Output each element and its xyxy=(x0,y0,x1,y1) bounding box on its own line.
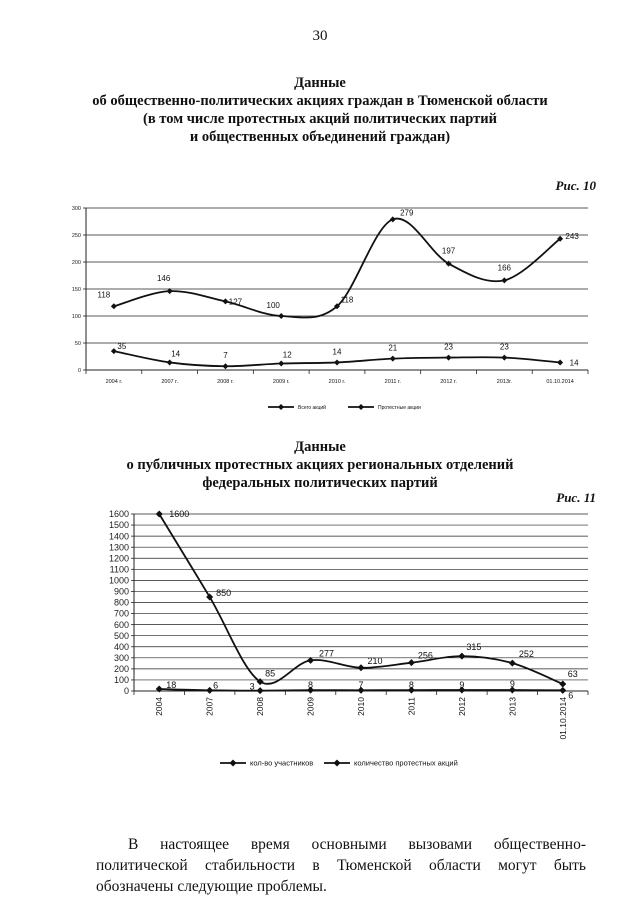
x-tick-label: 01.10.2014 xyxy=(557,697,568,740)
heading-line: федеральных политических партий xyxy=(202,475,438,491)
x-tick-label: 2011 г. xyxy=(384,379,401,385)
heading-line: (в том числе протестных акций политических партий xyxy=(143,111,497,127)
heading-line: Данные xyxy=(294,75,346,91)
data-label: 3 xyxy=(249,681,255,692)
data-label: 1600 xyxy=(169,509,190,519)
data-point xyxy=(501,355,507,361)
figure-label-11: Рис. 11 xyxy=(556,490,596,505)
y-tick-label: 500 xyxy=(113,630,129,641)
data-label: 315 xyxy=(466,642,482,653)
legend-marker xyxy=(334,760,341,767)
y-tick-label: 150 xyxy=(71,286,81,293)
data-label: 6 xyxy=(213,680,219,691)
data-label: 279 xyxy=(400,208,414,218)
data-point xyxy=(358,664,365,671)
x-tick-label: 2013 xyxy=(507,697,518,716)
data-point xyxy=(557,359,563,365)
y-tick-label: 800 xyxy=(113,597,129,608)
data-point xyxy=(501,277,507,283)
data-point xyxy=(257,687,264,694)
y-tick-label: 1600 xyxy=(108,509,129,520)
heading-chart-2 xyxy=(0,438,640,492)
x-tick-label: 2007 xyxy=(204,697,215,716)
data-label: 23 xyxy=(499,342,509,352)
y-tick-label: 0 xyxy=(123,686,129,697)
data-point xyxy=(334,359,340,365)
legend-marker xyxy=(230,760,237,767)
data-point xyxy=(509,660,516,667)
data-label: 9 xyxy=(509,679,515,690)
y-tick-label: 1500 xyxy=(108,520,129,531)
y-tick-label: 200 xyxy=(113,664,129,675)
data-label: 35 xyxy=(117,342,127,352)
data-label: 23 xyxy=(444,342,454,352)
data-label: 12 xyxy=(282,350,292,360)
data-label: 14 xyxy=(569,358,579,368)
x-tick-label: 2011 xyxy=(406,697,417,716)
x-tick-label: 01.10.2014 xyxy=(546,379,574,385)
data-point xyxy=(408,659,415,666)
data-point xyxy=(278,361,284,367)
y-tick-label: 900 xyxy=(113,586,129,597)
x-tick-label: 2008 xyxy=(255,697,266,716)
y-tick-label: 1200 xyxy=(108,553,129,564)
data-point xyxy=(559,687,566,694)
x-tick-label: 2012 xyxy=(456,697,467,716)
data-label: 243 xyxy=(565,231,579,241)
heading-line: и общественных объединений граждан) xyxy=(189,129,451,145)
data-point xyxy=(222,363,228,369)
data-point xyxy=(446,355,452,361)
chart-2-svg xyxy=(98,504,598,776)
data-label: 146 xyxy=(156,274,171,284)
y-tick-label: 50 xyxy=(74,340,81,347)
y-tick-label: 0 xyxy=(77,367,81,374)
legend-label: Протестные акции xyxy=(378,404,421,411)
data-label: 277 xyxy=(319,648,335,659)
data-label: 197 xyxy=(441,246,456,256)
heading-line: об общественно-политических акциях граждан в Тюменской области xyxy=(92,93,548,109)
heading-line: о публичных протестных акциях региональных отделений xyxy=(126,457,514,473)
data-point xyxy=(222,298,228,304)
data-label: 850 xyxy=(216,587,232,598)
legend-marker xyxy=(358,404,364,410)
y-tick-label: 400 xyxy=(113,641,129,652)
chart-1-svg xyxy=(58,198,598,420)
y-tick-label: 1400 xyxy=(108,531,129,542)
y-tick-label: 200 xyxy=(71,259,81,266)
x-tick-label: 2007 г. xyxy=(161,379,178,385)
y-tick-label: 100 xyxy=(113,675,129,686)
data-point xyxy=(167,359,173,365)
legend-label: Всего акций xyxy=(298,404,326,411)
data-point xyxy=(206,687,213,694)
data-point xyxy=(111,348,117,354)
legend-label: количество протестных акций xyxy=(354,758,458,768)
data-label: 252 xyxy=(518,649,534,660)
data-label: 85 xyxy=(265,668,276,679)
x-tick-label: 2010 xyxy=(355,697,366,716)
series-line-1 xyxy=(159,514,563,684)
y-tick-label: 250 xyxy=(71,232,81,239)
data-point xyxy=(559,681,566,688)
y-tick-label: 1000 xyxy=(108,575,129,586)
x-tick-label: 2013г. xyxy=(496,379,512,385)
data-point xyxy=(458,653,465,660)
data-label: 8 xyxy=(408,680,414,691)
chart-2 xyxy=(98,504,598,776)
data-label: 256 xyxy=(417,650,433,661)
y-tick-label: 600 xyxy=(113,619,129,630)
data-point xyxy=(390,356,396,362)
data-label: 14 xyxy=(332,347,342,357)
y-tick-label: 1300 xyxy=(108,542,129,553)
data-label: 210 xyxy=(367,655,383,666)
chart-1 xyxy=(58,198,598,420)
x-tick-label: 2009 г. xyxy=(272,379,290,385)
heading-line: Данные xyxy=(294,439,346,455)
data-label: 8 xyxy=(308,680,314,691)
y-tick-label: 700 xyxy=(113,608,129,619)
y-tick-label: 300 xyxy=(113,652,129,663)
data-label: 166 xyxy=(497,263,512,273)
x-tick-label: 2004 xyxy=(154,697,165,716)
x-tick-label: 2004 г. xyxy=(105,379,123,385)
data-label: 9 xyxy=(459,680,465,691)
data-label: 118 xyxy=(97,290,111,300)
data-label: 7 xyxy=(223,351,228,361)
y-tick-label: 100 xyxy=(71,313,81,320)
data-label: 127 xyxy=(228,297,243,307)
data-label: 6 xyxy=(568,690,574,701)
data-point xyxy=(278,313,284,319)
data-label: 100 xyxy=(266,301,280,310)
data-point xyxy=(111,303,117,309)
x-tick-label: 2012 г. xyxy=(440,379,457,385)
data-label: 118 xyxy=(340,295,354,305)
y-tick-label: 1100 xyxy=(109,564,129,575)
legend-label: кол-во участников xyxy=(250,758,314,768)
y-tick-label: 300 xyxy=(71,205,81,212)
x-tick-label: 2009 xyxy=(305,697,316,716)
figure-label-10: Рис. 10 xyxy=(555,178,596,193)
data-label: 18 xyxy=(166,680,177,691)
page-number: 30 xyxy=(312,28,328,44)
series-line-1 xyxy=(114,219,560,318)
x-tick-label: 2008 г. xyxy=(217,379,234,385)
data-label: 7 xyxy=(358,680,364,691)
heading-chart-1 xyxy=(0,74,640,146)
data-label: 14 xyxy=(171,349,181,359)
legend-marker xyxy=(278,404,284,410)
body-paragraph: В настоящее время основными вызовами общественно-политической стабильности в Тюменской области могут быть обозначены следующие проблемы. xyxy=(96,835,586,895)
x-tick-label: 2010 г. xyxy=(328,379,346,385)
data-label: 21 xyxy=(388,343,398,353)
data-label: 63 xyxy=(567,669,578,680)
